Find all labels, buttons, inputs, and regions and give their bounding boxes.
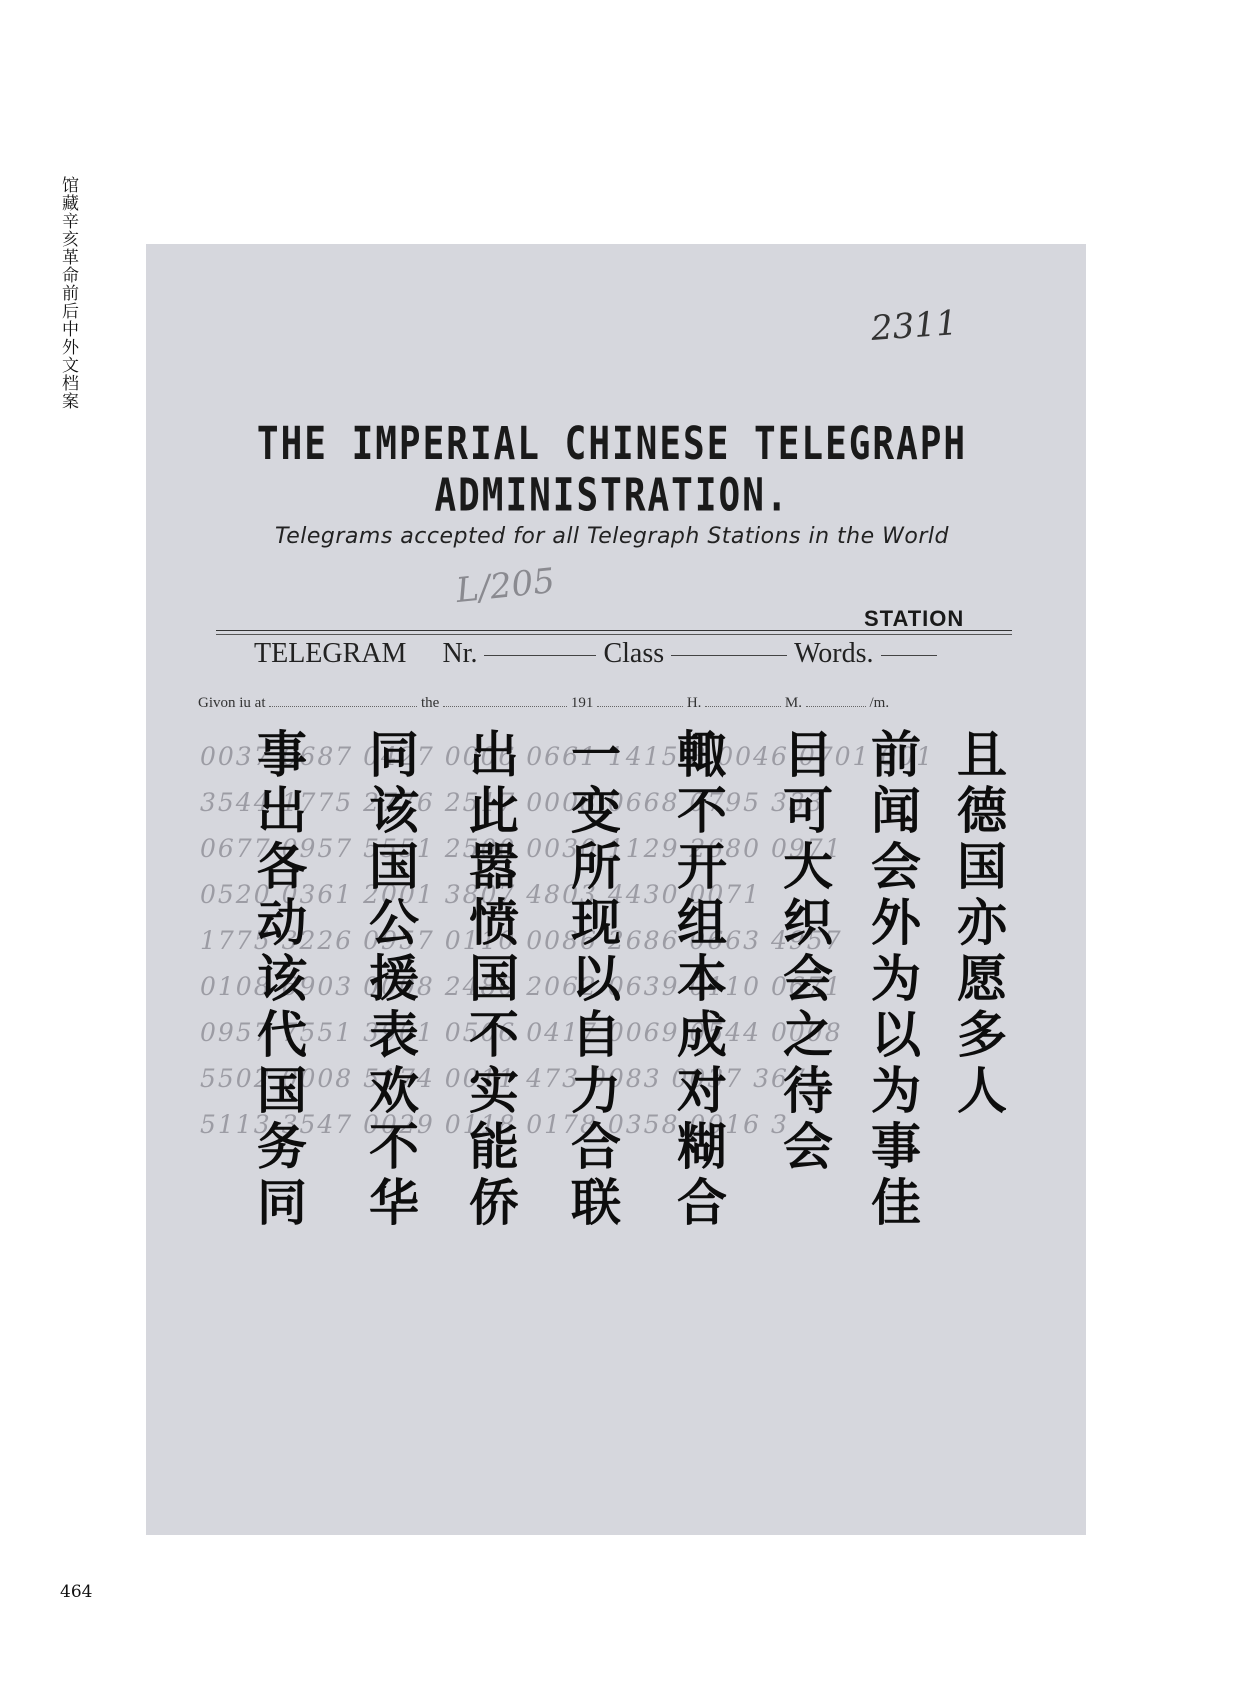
the-label: the [421,695,440,711]
handwritten-column: 前闻会外为以为事佳 [863,728,922,1232]
words-field-line [881,655,937,656]
given-label: Givon iu at [198,695,266,711]
form-top-rule [216,630,1012,631]
handwritten-column: 輙不开组本成对糊合 [669,728,728,1232]
telegraph-header-title: THE IMPERIAL CHINESE TELEGRAPH ADMINISTRATION. [256,419,968,522]
book-side-title: 馆藏辛亥革命前后中外文档案 [58,176,78,410]
code-row: 5502 0008 5174 0011 473 0083 0037 3671 [200,1064,825,1093]
handwritten-column: 出此嚣愤国不实能侨 [461,728,520,1232]
minute-field-dots [806,706,866,707]
code-row: 0108 6903 0008 2480 2062 0639 0110 0671 [200,972,843,1001]
hour-field-dots [705,706,781,707]
nr-label: Nr. [442,638,478,669]
handwritten-column: 目可大织会之待会 [775,728,834,1176]
given-form-row [198,695,889,712]
code-row: 0520 0361 2001 3807 4803 4430 0071 [200,880,762,909]
code-row: 5113 3547 0029 0118 0178 0358 0016 3 [200,1110,789,1139]
telegram-label: TELEGRAM [254,638,407,669]
handwritten-column: 同该国公援表欢不华 [361,728,420,1232]
given-field-dots [269,706,417,707]
year-label: 191 [570,695,594,711]
date-field-dots [443,706,567,707]
page-number: 464 [60,1582,93,1602]
telegraph-subtitle: Telegrams accepted for all Telegraph Stations in the World [275,524,949,549]
words-label: Words. [794,638,874,669]
station-label: STATION [864,606,965,631]
telegram-form-row [254,638,937,670]
class-field-line [671,655,787,656]
code-row: 1775 3226 0957 0110 0086 2686 0663 4957 [200,926,843,955]
hour-label: H. [686,695,702,711]
handwritten-column: 事出各动该代国务同 [249,728,308,1232]
pencil-note: L/205 [454,560,557,612]
nr-field-line [484,655,596,656]
code-row: 0957 7551 3961 0506 0417 0069 0544 0008 [200,1018,843,1047]
telegram-scan [146,244,1086,1535]
handwritten-column: 且德国亦愿多人 [949,728,1008,1120]
year-field-dots [597,706,683,707]
per-minute-label: /m. [869,695,890,711]
minute-label: M. [784,695,803,711]
handwritten-column: 一变所现以自力合联 [563,728,622,1232]
code-row: 3544 1775 2776 2517 0008 0668 0795 333 [200,788,825,817]
archive-number: 2311 [869,303,959,349]
code-row: 0037 0687 0427 0006 0661 1415 8 0046 0701 001 [200,742,935,771]
form-top-rule-inner [216,634,1012,635]
code-row: 0677 0957 5551 2500 0030 1129 2680 0971 [200,834,843,863]
class-label: Class [603,638,665,669]
